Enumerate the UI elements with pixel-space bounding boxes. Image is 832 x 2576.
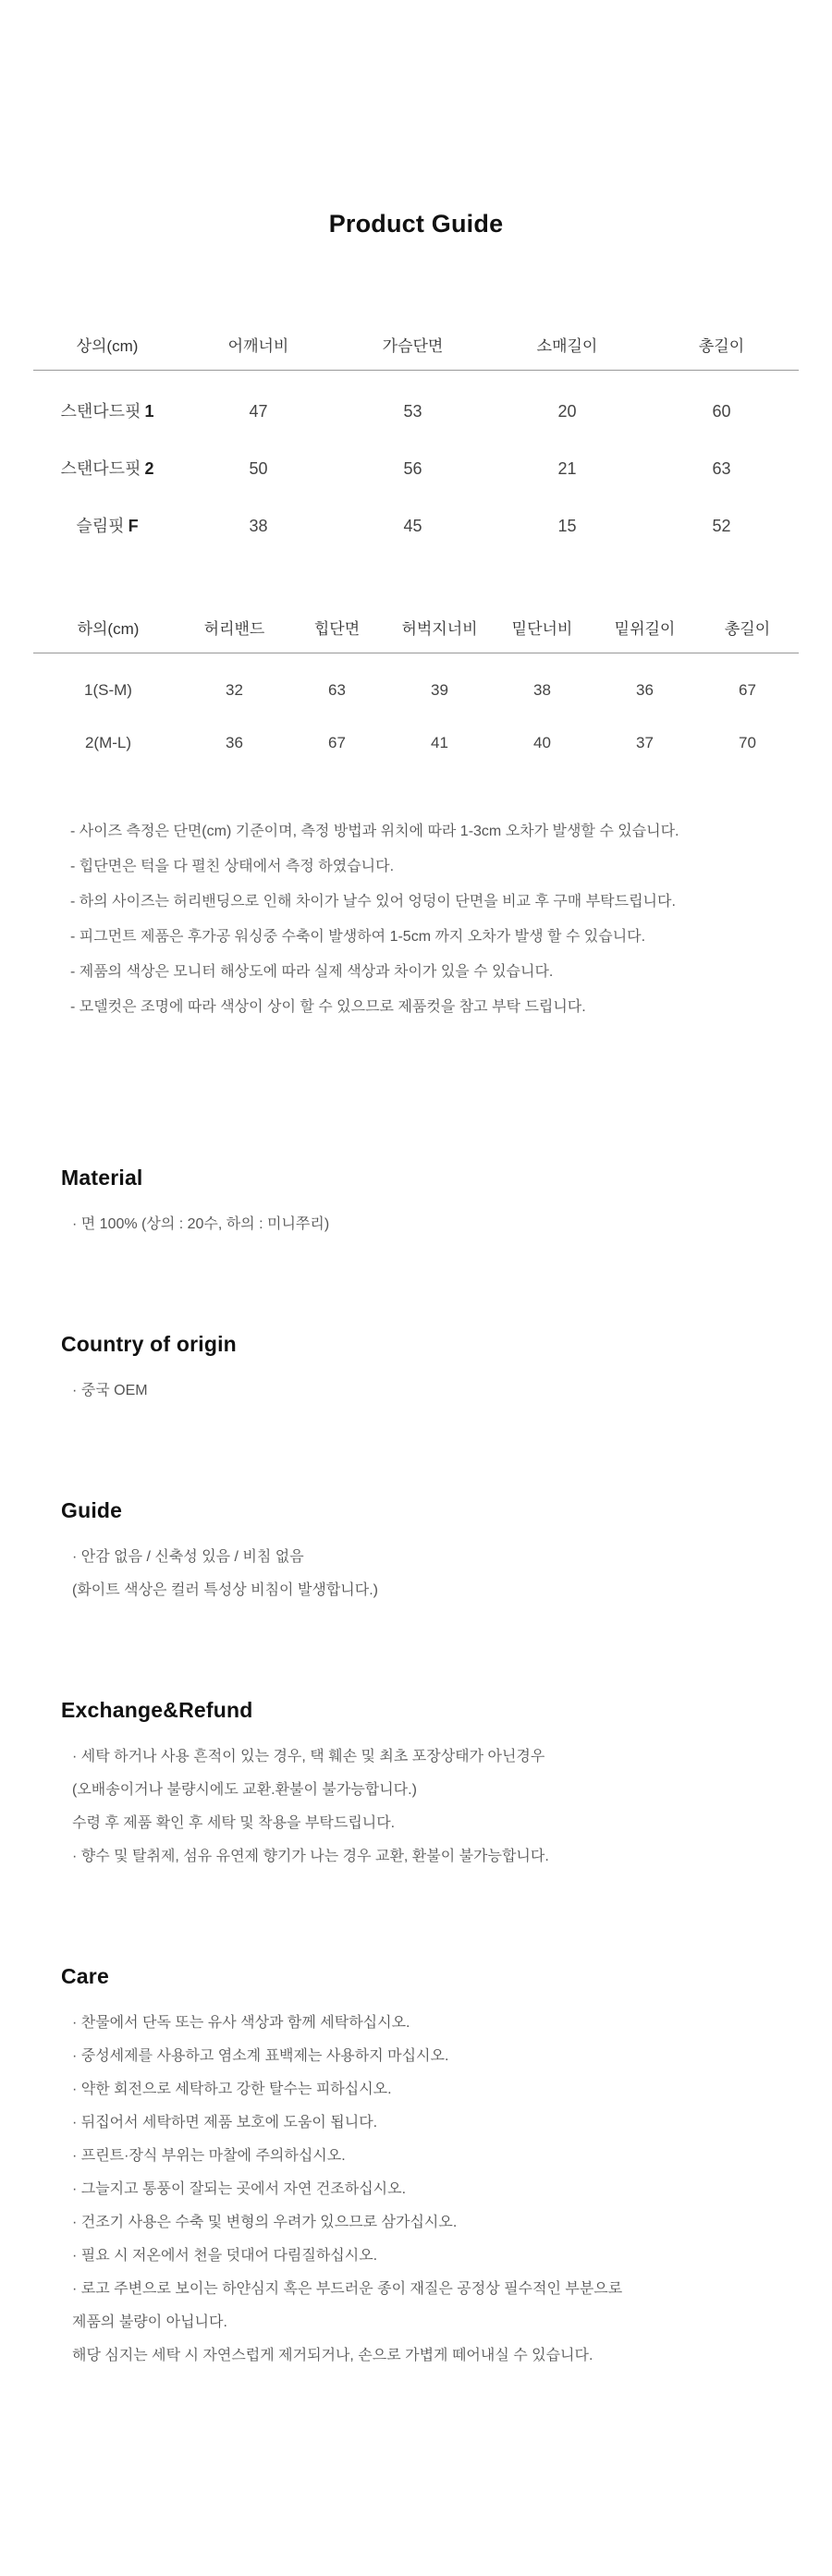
section-body xyxy=(0,1374,832,1408)
section-line: · 세탁 하거나 사용 흔적이 있는 경우, 택 훼손 및 최초 포장상태가 아닌경우 xyxy=(72,1749,545,1764)
size-value: 50 xyxy=(249,459,268,478)
size-value: 45 xyxy=(403,517,422,535)
size-value: 37 xyxy=(636,733,654,751)
table-row xyxy=(33,716,799,769)
section-care xyxy=(0,1962,832,2373)
size-value: 67 xyxy=(739,680,756,699)
size-value: 20 xyxy=(557,402,577,421)
top-size-table xyxy=(33,318,799,555)
section-line: · 필요 시 저온에서 천을 덧대어 다림질하십시오. xyxy=(72,2248,378,2264)
size-value: 36 xyxy=(226,733,243,751)
note-item: - 하의 사이즈는 허리밴딩으로 인해 차이가 날수 있어 엉덩이 단면을 비교 후 구매 부탁드립니다. xyxy=(70,894,676,910)
fit-size: F xyxy=(128,517,139,535)
section-heading: Exchange&Refund xyxy=(61,1698,253,1722)
section-line: (화이트 색상은 컬러 특성상 비침이 발생합니다.) xyxy=(72,1582,378,1598)
size-value: 56 xyxy=(403,459,422,478)
section-line: 해당 심지는 세탁 시 자연스럽게 제거되거나, 손으로 가볍게 떼어내실 수 있습니다. xyxy=(72,2348,593,2363)
size-value: 53 xyxy=(403,402,422,421)
row-label: 1(S-M) xyxy=(84,680,132,699)
section-line: · 그늘지고 통풍이 잘되는 곳에서 자연 건조하십시오. xyxy=(72,2181,407,2197)
table-row xyxy=(33,371,799,441)
column-header-total-length: 총길이 xyxy=(644,318,799,371)
fit-size: 2 xyxy=(144,459,154,478)
section-heading: Country of origin xyxy=(61,1332,237,1356)
page-title: Product Guide xyxy=(328,210,504,238)
section-body xyxy=(0,1208,832,1241)
section-line: 수령 후 제품 확인 후 세탁 및 착용을 부탁드립니다. xyxy=(72,1815,396,1831)
column-header-top-label: 상의(cm) xyxy=(33,318,181,371)
row-label xyxy=(33,497,181,555)
fit-size: 1 xyxy=(144,402,154,421)
section-line: · 중성세제를 사용하고 염소계 표백제는 사용하지 마십시오. xyxy=(72,2048,449,2064)
column-header-shoulder: 어깨너비 xyxy=(181,318,336,371)
section-line: · 약한 회전으로 세탁하고 강한 탈수는 피하십시오. xyxy=(72,2082,392,2097)
section-body xyxy=(0,1541,832,1607)
fit-name: 스탠다드핏 xyxy=(60,459,141,478)
fit-name: 스탠다드핏 xyxy=(60,402,141,421)
fit-name: 슬림핏 xyxy=(76,517,125,535)
section-line: · 안감 없음 / 신축성 있음 / 비침 없음 xyxy=(72,1549,304,1565)
section-guide xyxy=(0,1496,832,1607)
size-value: 60 xyxy=(712,402,731,421)
table-row xyxy=(33,440,799,497)
section-line: 제품의 불량이 아닙니다. xyxy=(72,2314,227,2330)
column-header-sleeve: 소매길이 xyxy=(490,318,644,371)
size-value: 32 xyxy=(226,680,243,699)
table-row xyxy=(33,497,799,555)
section-line: · 뒤집어서 세탁하면 제품 보호에 도움이 됩니다. xyxy=(72,2115,378,2130)
row-label: 2(M-L) xyxy=(84,733,132,751)
section-heading: Guide xyxy=(61,1498,123,1522)
top-table-header-row xyxy=(33,318,799,371)
column-header-thigh: 허벅지너비 xyxy=(388,608,491,653)
column-header-hip: 힙단면 xyxy=(286,608,388,653)
size-value: 67 xyxy=(328,733,346,751)
section-exchange-refund xyxy=(0,1696,832,1874)
section-line: · 건조기 사용은 수축 및 변형의 우려가 있으므로 삼가십시오. xyxy=(72,2215,458,2230)
size-value: 36 xyxy=(636,680,654,699)
column-header-bottom-label: 하의(cm) xyxy=(33,608,183,653)
section-body xyxy=(0,2007,832,2373)
measurement-notes-list xyxy=(0,814,832,1025)
section-heading: Material xyxy=(61,1166,143,1190)
column-header-chest: 가슴단면 xyxy=(336,318,490,371)
size-value: 40 xyxy=(533,733,551,751)
note-item: - 사이즈 측정은 단면(cm) 기준이며, 측정 방법과 위치에 따라 1-3cm 오차가 발생할 수 있습니다. xyxy=(70,824,679,839)
section-line: · 향수 및 탈취제, 섬유 유연제 향기가 나는 경우 교환, 환불이 불가능합니다. xyxy=(72,1849,549,1864)
row-label xyxy=(33,371,181,441)
size-value: 38 xyxy=(533,680,551,699)
section-material xyxy=(0,1164,832,1241)
size-value: 15 xyxy=(557,517,577,535)
note-item: - 피그먼트 제품은 후가공 워싱중 수축이 발생하여 1-5cm 까지 오차가 발생 할 수 있습니다. xyxy=(70,929,646,945)
section-body xyxy=(0,1740,832,1874)
section-heading: Care xyxy=(61,1964,109,1988)
column-header-waistband: 허리밴드 xyxy=(183,608,286,653)
bottom-table-header-row xyxy=(33,608,799,653)
section-line: · 프린트·장식 부위는 마찰에 주의하십시오. xyxy=(72,2148,346,2164)
size-value: 47 xyxy=(249,402,268,421)
size-value: 63 xyxy=(328,680,346,699)
size-value: 41 xyxy=(431,733,448,751)
table-row xyxy=(33,653,799,717)
row-label xyxy=(33,440,181,497)
column-header-hem: 밑단너비 xyxy=(491,608,593,653)
section-line: · 로고 주변으로 보이는 하얀심지 혹은 부드러운 종이 재질은 공정상 필수적인 부분으로 xyxy=(72,2281,623,2297)
column-header-rise: 밑위길이 xyxy=(593,608,696,653)
note-item: - 제품의 색상은 모니터 해상도에 따라 실제 색상과 차이가 있을 수 있습니다. xyxy=(70,964,554,980)
bottom-size-table xyxy=(33,608,799,769)
note-item: - 힙단면은 턱을 다 펼친 상태에서 측정 하였습니다. xyxy=(70,859,395,874)
section-line: (오배송이거나 불량시에도 교환.환불이 불가능합니다.) xyxy=(72,1782,417,1798)
section-line: · 면 100% (상의 : 20수, 하의 : 미니쭈리) xyxy=(72,1216,330,1232)
size-value: 63 xyxy=(712,459,731,478)
size-value: 38 xyxy=(249,517,268,535)
size-value: 52 xyxy=(712,517,731,535)
column-header-total-length: 총길이 xyxy=(696,608,799,653)
size-value: 70 xyxy=(739,733,756,751)
size-value: 39 xyxy=(431,680,448,699)
section-line: · 찬물에서 단독 또는 유사 색상과 함께 세탁하십시오. xyxy=(72,2015,410,2031)
section-line: · 중국 OEM xyxy=(72,1383,148,1398)
note-item: - 모델컷은 조명에 따라 색상이 상이 할 수 있으므로 제품컷을 참고 부탁 드립니다. xyxy=(70,999,586,1015)
section-country-of-origin xyxy=(0,1330,832,1408)
size-value: 21 xyxy=(557,459,577,478)
